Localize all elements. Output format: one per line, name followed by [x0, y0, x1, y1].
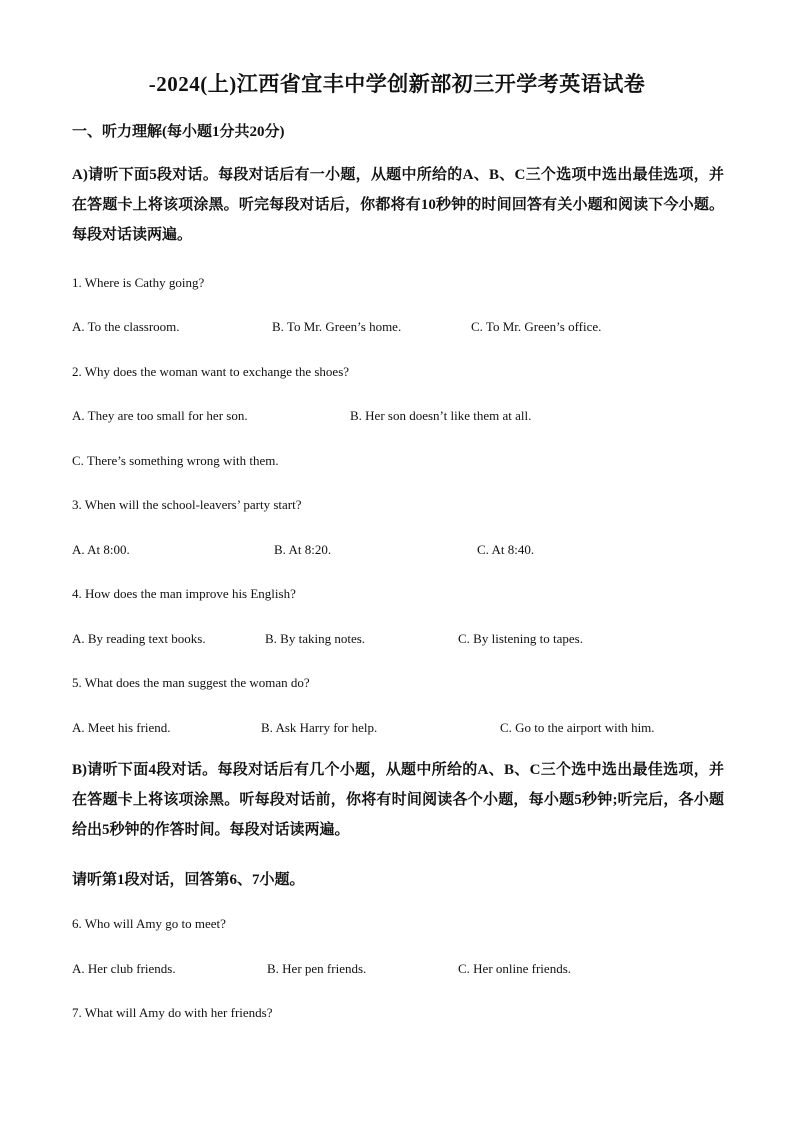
question-4-option-a: A. By reading text books. [72, 631, 206, 646]
question-1-option-b: B. To Mr. Green’s home. [272, 319, 402, 334]
question-1-option-a: A. To the classroom. [72, 319, 180, 334]
part-a-instructions: A)请听下面5段对话。每段对话后有一小题，从题中所给的A、B、C三个选项中选出最佳选项，并在答题卡上将该项涂黑。听完每段对话后，你都将有10秒钟的时间回答有关小题和阅读下今小题。每段对话读两遍。 [72, 167, 724, 243]
question-3-options [0, 542, 794, 562]
question-5-options [0, 720, 794, 740]
question-5-option-b: B. Ask Harry for help. [261, 720, 378, 735]
question-6-option-c: C. Her online friends. [458, 961, 572, 976]
question-3-option-b: B. At 8:20. [274, 542, 332, 557]
question-2-option-b: B. Her son doesn’t like them at all. [350, 408, 532, 423]
part-b-instructions: B)请听下面4段对话。每段对话后有几个小题，从题中所给的A、B、C三个选中选出最佳选项，并在答题卡上将该项涂黑。听每段对话前，你将有时间阅读各个小题，每小题5秒钟;听完后，各小题给出5秒钟的作答时间。每段对话读两遍。 [72, 762, 724, 838]
question-4-options [0, 631, 794, 651]
question-6-option-a: A. Her club friends. [72, 961, 176, 976]
question-5-option-c: C. Go to the airport with him. [500, 720, 655, 735]
question-2-option-c: C. There’s something wrong with them. [72, 453, 279, 468]
question-6-stem: 6. Who will Amy go to meet? [72, 916, 226, 931]
question-3-stem: 3. When will the school-leavers’ party start? [72, 497, 302, 512]
question-1-option-c: C. To Mr. Green’s office. [471, 319, 602, 334]
section-heading-listening: 一、听力理解(每小题1分共20分) [72, 124, 285, 140]
question-2-stem: 2. Why does the woman want to exchange the shoes? [72, 364, 350, 379]
question-7-stem: 7. What will Amy do with her friends? [72, 1005, 273, 1020]
question-3-option-a: A. At 8:00. [72, 542, 130, 557]
question-5-option-a: A. Meet his friend. [72, 720, 171, 735]
question-4-option-c: C. By listening to tapes. [458, 631, 583, 646]
dialog-1-note: 请听第1段对话，回答第6、7小题。 [72, 872, 305, 888]
question-3-option-c: C. At 8:40. [477, 542, 535, 557]
question-2-option-a: A. They are too small for her son. [72, 408, 248, 423]
question-5-stem: 5. What does the man suggest the woman do? [72, 675, 310, 690]
question-1-stem: 1. Where is Cathy going? [72, 275, 205, 290]
question-4-stem: 4. How does the man improve his English? [72, 586, 296, 601]
question-6-options [0, 961, 794, 981]
question-1-options [0, 319, 794, 339]
question-4-option-b: B. By taking notes. [265, 631, 366, 646]
exam-title: -2024(上)江西省宜丰中学创新部初三开学考英语试卷 [148, 72, 646, 96]
question-2-options [0, 408, 794, 428]
question-6-option-b: B. Her pen friends. [267, 961, 367, 976]
